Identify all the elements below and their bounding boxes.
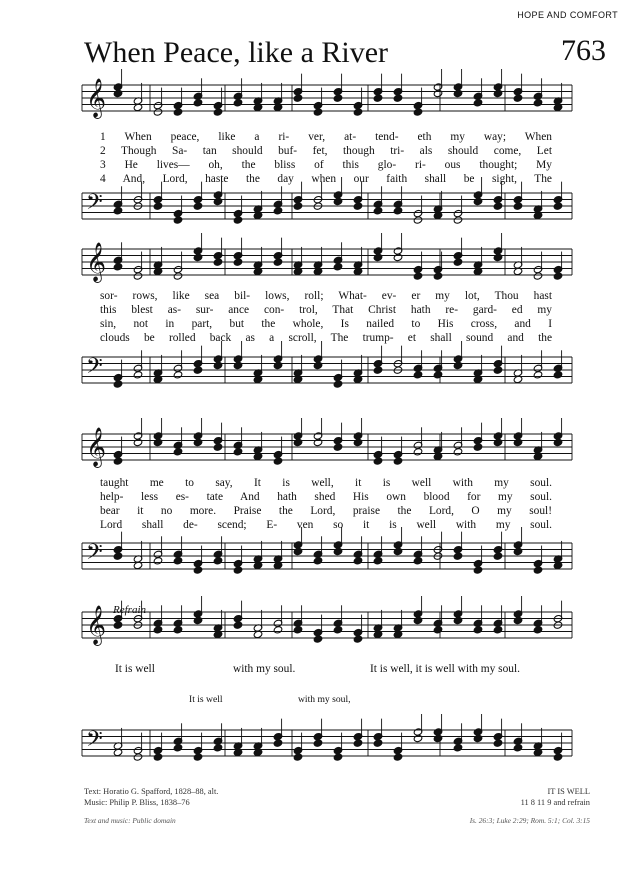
refrain-lyric: It is well [115,663,155,675]
hymn-title: When Peace, like a River [84,36,389,69]
refrain-lyric: with my soul. [233,663,296,675]
lyrics-system-3 [100,476,552,532]
verse-line: clouds be rolled back as a scroll, The trump- et shall sound and the [100,332,552,344]
verse-line: 2 Though Sa- tan should buf- fet, though tri- als should come, Let [100,145,552,157]
svg-text:𝄞: 𝄞 [86,242,107,282]
text-credit: Text: Horatio G. Spafford, 1828–88, alt. [84,787,219,796]
verse-line: taught me to say, It is well, it is well with my soul. [100,477,552,489]
svg-text:𝄞: 𝄞 [86,427,107,467]
verse-line: bear it no more. Praise the Lord, praise the Lord, O my soul! [100,505,552,517]
svg-text:𝄞: 𝄞 [86,78,107,118]
verse-line: help- less es- tate And hath shed His own blood for my soul. [100,491,552,503]
svg-text:𝄞: 𝄞 [86,605,107,645]
verse-line: 4 And, Lord, haste the day when our faith shall be sight, The [100,173,552,185]
rights-notice: Text and music: Public domain [84,816,176,825]
verse-line: Lord shall de- scend; E- ven so it is well with my soul. [100,519,552,531]
refrain-lyric: It is well, it is well with my soul. [370,663,520,675]
meter: 11 8 11 9 and refrain [520,798,590,807]
verse-line: 3 He lives— oh, the bliss of this glo- ri- ous thought; My [100,159,552,171]
refrain-bass-lyric: It is well [189,694,223,705]
verse-line: 1 When peace, like a ri- ver, at- tend- eth my way; When [100,131,552,143]
lyrics-system-2 [100,289,552,345]
svg-text:𝄢: 𝄢 [86,354,103,384]
scripture-references: Is. 26:3; Luke 2:29; Rom. 5:1; Col. 3:15 [469,816,590,825]
verse-line: sin, not in part, but the whole, Is nailed to His cross, and I [100,318,552,330]
section-heading: HOPE AND COMFORT [517,10,618,20]
verse-line: this blest as- sur- ance con- trol, That Christ hath re- gard- ed my [100,304,552,316]
svg-text:𝄢: 𝄢 [86,540,103,570]
tune-name: IT IS WELL [547,787,590,796]
hymn-number: 763 [561,34,606,67]
lyrics-system-1 [100,130,552,186]
refrain-label: Refrain [113,604,146,616]
svg-text:𝄢: 𝄢 [86,190,103,220]
refrain-bass-lyric: with my soul, [298,694,351,705]
svg-text:𝄢: 𝄢 [86,727,103,757]
verse-line: sor- rows, like sea bil- lows, roll; What- ev- er my lot, Thou hast [100,290,552,302]
music-credit: Music: Philip P. Bliss, 1838–76 [84,798,190,807]
